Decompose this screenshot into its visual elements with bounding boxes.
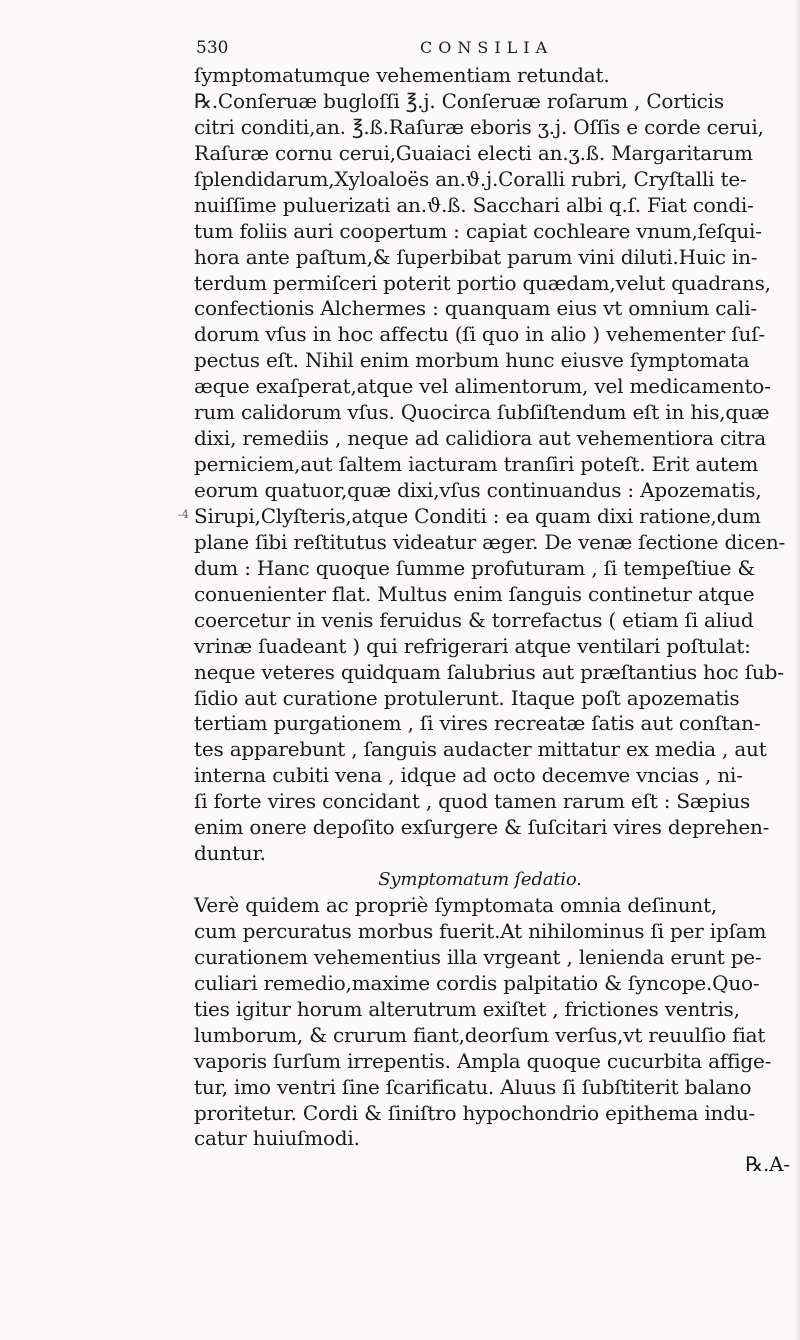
margin-mark: -4 <box>178 508 189 521</box>
text-line: eorum quatuor,quæ dixi,vſus continuandus : Apozematis, <box>194 478 762 502</box>
text-line: tes apparebunt , ſanguis audacter mittatur ex media , aut <box>194 737 767 762</box>
text-line: vaporis ſurſum irrepentis. Ampla quoque cucurbita affige- <box>194 1048 772 1073</box>
running-title: CONSILIA <box>420 38 554 57</box>
text-line: Sirupi,Clyſteris,atque Conditi : ea quam dixi ratione,dum <box>194 503 761 528</box>
text-line: neque veteres quidquam ſalubrius aut præſtantius hoc ſub- <box>194 659 784 684</box>
text-line: proritetur. Cordi & ſiniſtro hypochondrio epithema indu- <box>194 1100 756 1125</box>
text-line: cum percuratus morbus fuerit.At nihilominus ſi per ipſam <box>194 918 767 943</box>
text-line: tum foliis auri coopertum : capiat cochleare vnum,ſeſqui- <box>194 218 762 243</box>
text-line: ſplendidarum,Xyloaloës an.ϑ.j.Coralli rubri, Cryſtalli te- <box>194 166 747 191</box>
text-line: duntur. <box>194 841 266 866</box>
text-line: dorum vſus in hoc affectu (ſi quo in alio ) vehementer ſuſ- <box>194 322 765 347</box>
text-line: hora ante paſtum,& ſuperbibat parum vini diluti.Huic in- <box>194 244 758 269</box>
text-line: nuiſſime puluerizati an.ϑ.ß. Sacchari albi q.ſ. Fiat condi- <box>194 192 754 217</box>
text-line: pectus eſt. Nihil enim morbum hunc eiusve ſymptomata <box>194 348 750 373</box>
text-line: ſymptomatumque vehementiam retundat. <box>194 63 610 87</box>
text-line: confectionis Alchermes : quanquam eius vt omnium cali- <box>194 296 757 321</box>
text-line: coercetur in venis feruidus & torrefactus ( etiam ſi aliud <box>194 607 754 632</box>
text-line: conuenienter flat. Multus enim ſanguis continetur atque <box>194 581 755 606</box>
text-line: ties igitur horum alterutrum exiſtet , frictiones ventris, <box>194 996 740 1021</box>
text-line: interna cubiti vena , idque ad octo decemve vncias , ni- <box>194 763 743 788</box>
text-line: citri conditi,an. ℥.ß.Raſuræ eboris ʒ.j. Oſſis e corde cerui, <box>194 114 764 139</box>
text-line: curationem vehementius illa vrgeant , lenienda erunt pe- <box>194 944 762 969</box>
text-line: culiari remedio,maxime cordis palpitatio & ſyncope.Quo- <box>194 970 760 995</box>
text-line: tertiam purgationem , ſi vires recreatæ ſatis aut conſtan- <box>194 711 761 736</box>
text-line: Raſuræ cornu cerui,Guaiaci electi an.ʒ.ß. Margaritarum <box>194 140 753 165</box>
text-line: dum : Hanc quoque ſumme profuturam , ſi tempeſtiue & <box>194 555 755 580</box>
text-line: Verè quidem ac propriè ſymptomata omnia deſinunt, <box>194 893 718 917</box>
text-line: dixi, remediis , neque ad calidiora aut vehementiora citra <box>194 426 766 451</box>
text-line: tur, imo ventri ſine ſcarificatu. Aluus ſi ſubſtiterit balano <box>194 1074 752 1099</box>
text-line: ℞.Conſeruæ bugloſſi ℥.j. Conſeruæ roſarum , Corticis <box>194 88 724 113</box>
text-line: lumborum, & crurum fiant,deorſum verſus,vt reuulſio fiat <box>194 1022 766 1047</box>
text-line: terdum permiſceri poterit portio quædam,velut quadrans, <box>194 270 771 295</box>
body-text <box>194 63 800 1178</box>
text-line: enim onere depoſito exſurgere & ſuſcitari vires deprehen- <box>194 815 770 840</box>
text-line: vrinæ ſuadeant ) qui refrigerari atque ventilari poſtulat: <box>194 633 751 658</box>
section-heading: Symptomatum ſedatio. <box>378 869 582 891</box>
text-line: ſi forte vires concidant , quod tamen rarum eſt : Sæpius <box>194 789 751 814</box>
catchword: ℞.A- <box>745 1152 790 1177</box>
text-line: rum calidorum vſus. Quocirca ſubſiſtendum eſt in his,quæ <box>194 400 770 425</box>
text-line: plane ſibi reſtitutus videatur æger. De venæ ſectione dicen- <box>194 529 786 554</box>
text-line: perniciem,aut ſaltem iacturam tranſiri poteſt. Erit autem <box>194 452 759 477</box>
page-number: 530 <box>196 38 229 58</box>
page-edge-shadow <box>794 0 800 1340</box>
text-line: catur huiuſmodi. <box>194 1126 360 1151</box>
text-line: ſidio aut curatione protulerunt. Itaque poſt apozematis <box>194 685 740 710</box>
text-line: æque exaſperat,atque vel alimentorum, vel medicamento- <box>194 374 771 399</box>
